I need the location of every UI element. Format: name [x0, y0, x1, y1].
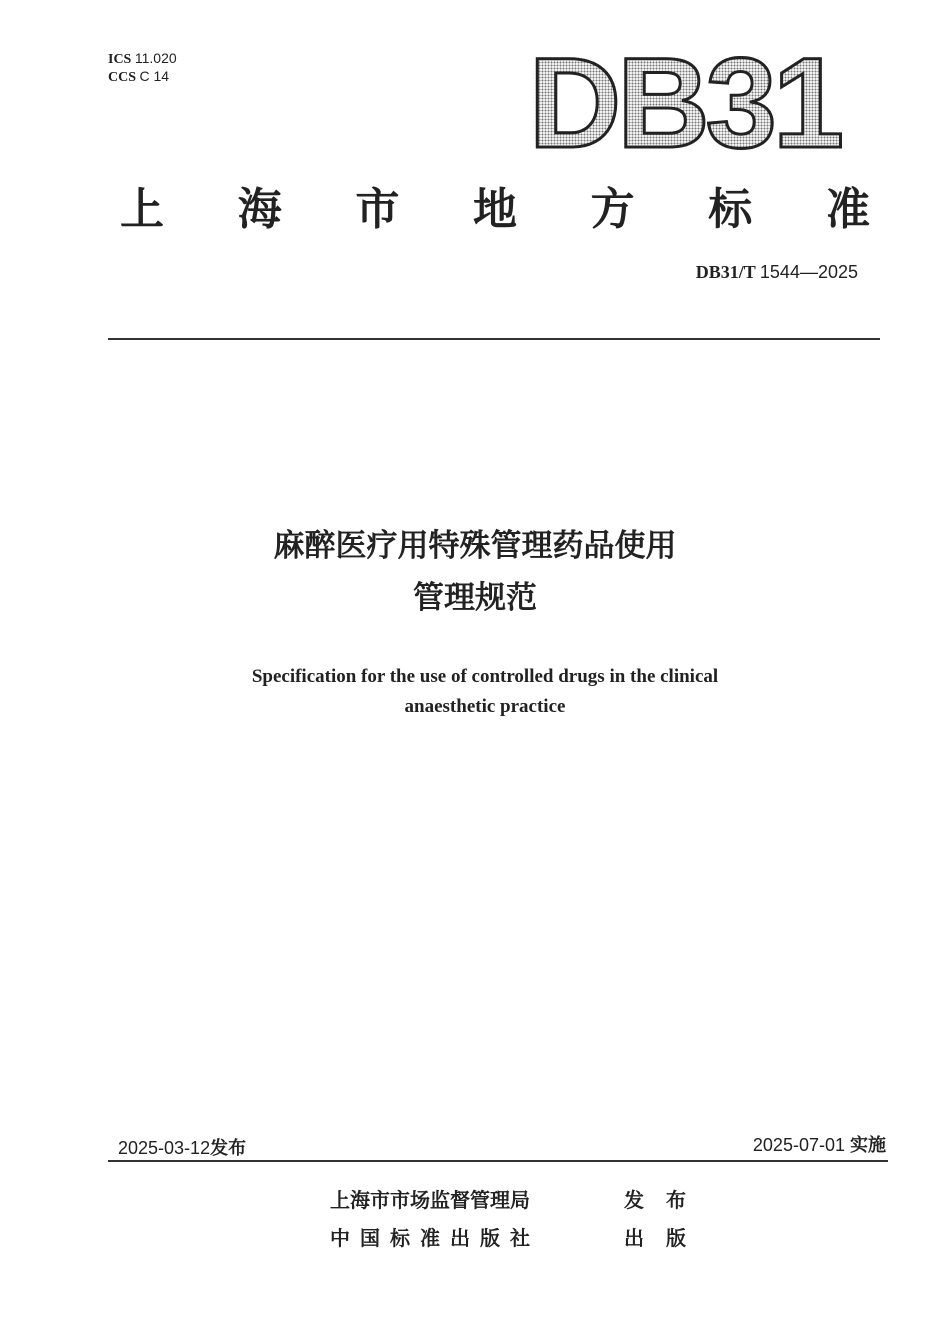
- standard-type-heading: [120, 182, 870, 238]
- ics-line: [108, 50, 177, 68]
- standard-type-char: 海: [237, 184, 282, 235]
- standard-type-char: 市: [355, 184, 400, 235]
- issue-date: 2025-03-12: [118, 1138, 211, 1158]
- header-divider: [108, 338, 880, 340]
- standard-type-char: 上: [120, 184, 164, 235]
- ccs-code: C 14: [139, 68, 170, 84]
- publisher-name: 中国标准出版社: [330, 1226, 540, 1250]
- standard-type-char: 地: [472, 184, 517, 235]
- publisher-role: 出版: [624, 1226, 708, 1250]
- db31-logo: DB31: [528, 32, 840, 175]
- classification-codes: [108, 50, 177, 86]
- standard-type-char: 方: [590, 184, 635, 235]
- chinese-title-line-2: 管理规范: [413, 580, 537, 616]
- issue-label: 发布: [210, 1138, 247, 1159]
- effective-date-line: [753, 1131, 886, 1157]
- chinese-title: [0, 520, 950, 624]
- ccs-line: [108, 68, 177, 86]
- standard-type-char: 标: [708, 184, 753, 235]
- chinese-title-line-1: 麻醉医疗用特殊管理药品使用: [273, 528, 677, 564]
- standard-number-value: 1544—2025: [759, 262, 858, 282]
- ccs-label: CCS: [108, 70, 137, 85]
- standard-number-prefix: DB31/T: [695, 262, 756, 282]
- ics-label: ICS: [108, 52, 132, 67]
- ics-code: 11.020: [134, 50, 177, 66]
- footer-divider: [108, 1160, 888, 1162]
- standard-number: [696, 262, 858, 283]
- issuer-role: 发布: [624, 1188, 708, 1212]
- english-title-line-2: anaesthetic practice: [404, 696, 566, 717]
- english-title: [0, 662, 950, 722]
- standard-type-char: 准: [825, 184, 870, 235]
- effective-label: 实施: [850, 1135, 886, 1156]
- effective-date: 2025-07-01: [752, 1135, 845, 1155]
- english-title-line-1: Specification for the use of controlled drugs in the clinical: [251, 666, 719, 687]
- issue-date-line: [118, 1134, 246, 1160]
- issuer-name: 上海市市场监督管理局: [330, 1188, 530, 1212]
